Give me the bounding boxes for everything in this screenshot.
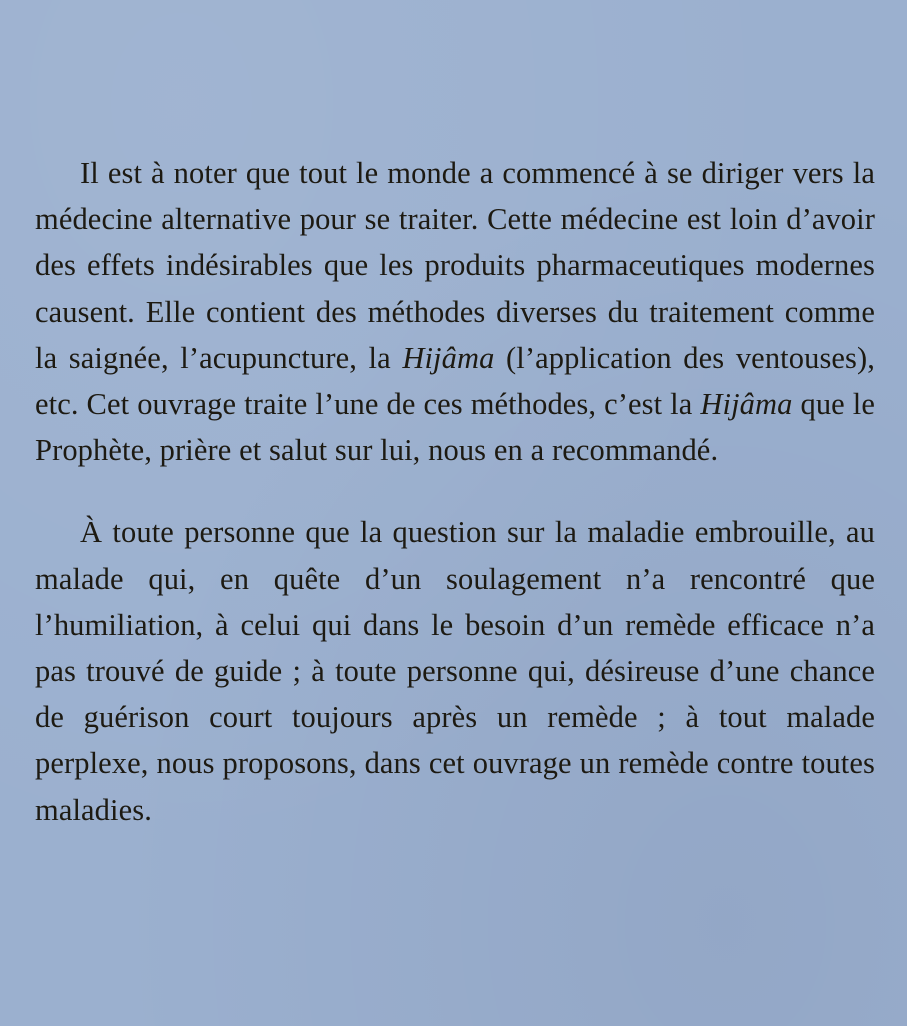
paragraph-intro bbox=[35, 150, 875, 473]
paragraph-text: Il est à noter que tout le monde a commencé à se diriger vers la médecine alternative pour se traiter. Cette médecine est loin d’avoir des effets indésirables que les produits pharmaceutiques modernes causent. Elle contient des méthodes diverses du traitement comme la saignée, l’acupuncture, la bbox=[35, 156, 875, 375]
text-block bbox=[35, 150, 875, 833]
paragraph-text: (l’application des ventouses), etc. Cet ouvrage traite l’une de ces méthodes, c’est la bbox=[35, 340, 876, 422]
paragraph-text: que le Prophète, prière et salut sur lui, nous en a recommandé. bbox=[35, 387, 876, 468]
term-hijama: Hijâma bbox=[402, 340, 495, 375]
paragraph-text: À toute personne que la question sur la maladie embrouille, au malade qui, en quête d’un soulagement n’a rencontré que l’humiliation, à celui qui dans le besoin d’un remède efficace n’a pas trouvé de guide ; à toute personne qui, désireuse d’une chance de guérison court toujours après un remède ; à tout malade perplexe, nous proposons, dans cet ouvrage un remède contre toutes maladies. bbox=[35, 515, 875, 827]
paragraph-dedication bbox=[35, 509, 875, 832]
term-hijama: Hijâma bbox=[700, 387, 793, 422]
